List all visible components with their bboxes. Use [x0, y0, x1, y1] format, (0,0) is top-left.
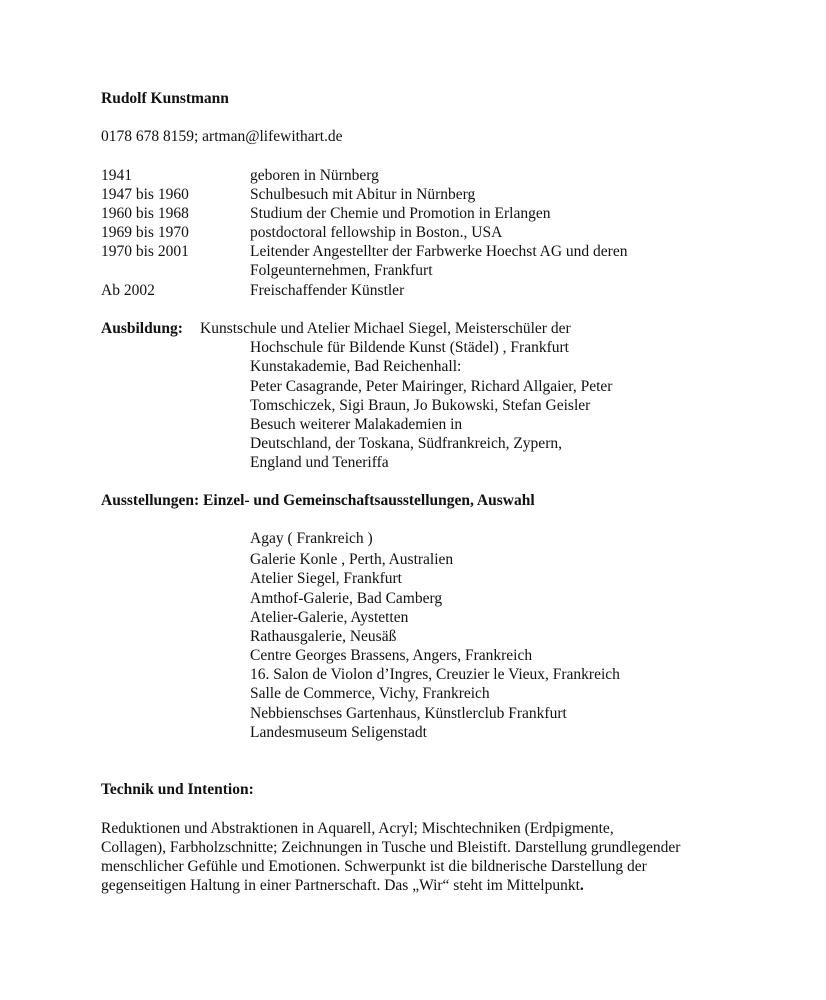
exhibition-item: Agay ( Frankreich )	[250, 530, 373, 547]
timeline-text: Folgeunternehmen, Frankfurt	[250, 262, 433, 279]
person-name: Rudolf Kunstmann	[101, 90, 229, 107]
exhibition-item: Amthof-Galerie, Bad Camberg	[250, 590, 443, 607]
timeline-year: 1960 bis 1968	[101, 205, 189, 222]
technik-heading: Technik und Intention:	[101, 781, 254, 798]
ausbildung-label: Ausbildung:	[101, 320, 183, 337]
technik-text-last	[101, 876, 584, 895]
technik-text: gegenseitigen Haltung in einer Partnerschaft. Das „Wir“ steht im Mittelpunkt	[101, 877, 580, 894]
ausbildung-text: Tomschiczek, Sigi Braun, Jo Bukowski, Stefan Geisler	[250, 397, 591, 414]
ausbildung-text: Peter Casagrande, Peter Mairinger, Richard Allgaier, Peter	[250, 378, 613, 395]
technik-final-dot: .	[579, 877, 584, 894]
ausstellungen-heading: Ausstellungen: Einzel- und Gemeinschaftsausstellungen, Auswahl	[101, 492, 535, 509]
technik-text: menschlicher Gefühle und Emotionen. Schwerpunkt ist die bildnerische Darstellung der	[101, 858, 647, 875]
timeline-year: 1941	[101, 167, 132, 184]
timeline-year: 1947 bis 1960	[101, 186, 189, 203]
ausbildung-text: Besuch weiterer Malakademien in	[250, 416, 463, 433]
technik-text: Reduktionen und Abstraktionen in Aquarell, Acryl; Mischtechniken (Erdpigmente,	[101, 820, 614, 837]
exhibition-item: Nebbienschses Gartenhaus, Künstlerclub Frankfurt	[250, 705, 567, 722]
ausbildung-text: Kunstschule und Atelier Michael Siegel, Meisterschüler der	[200, 320, 571, 337]
exhibition-item: Salle de Commerce, Vichy, Frankreich	[250, 685, 490, 702]
exhibition-item: Atelier-Galerie, Aystetten	[250, 609, 409, 626]
exhibition-item: Galerie Konle , Perth, Australien	[250, 551, 454, 568]
exhibition-item: 16. Salon de Violon d’Ingres, Creuzier le Vieux, Frankreich	[250, 666, 620, 683]
timeline-text: Freischaffender Künstler	[250, 282, 405, 299]
exhibition-item: Landesmuseum Seligenstadt	[250, 724, 427, 741]
ausbildung-text: Hochschule für Bildende Kunst (Städel) , Frankfurt	[250, 339, 569, 356]
exhibition-item: Centre Georges Brassens, Angers, Frankreich	[250, 647, 533, 664]
technik-text: Collagen), Farbholzschnitte; Zeichnungen in Tusche und Bleistift. Darstellung grundlegender	[101, 839, 681, 856]
exhibition-item: Atelier Siegel, Frankfurt	[250, 570, 402, 587]
ausbildung-text: England und Teneriffa	[250, 454, 389, 471]
ausbildung-text: Kunstakademie, Bad Reichenhall:	[250, 358, 462, 375]
timeline-year: 1969 bis 1970	[101, 224, 189, 241]
timeline-text: postdoctoral fellowship in Boston., USA	[250, 224, 503, 241]
timeline-text: Leitender Angestellter der Farbwerke Hoechst AG und deren	[250, 243, 628, 260]
timeline-text: Schulbesuch mit Abitur in Nürnberg	[250, 186, 476, 203]
timeline-text: Studium der Chemie und Promotion in Erlangen	[250, 205, 551, 222]
contact-line: 0178 678 8159; artman@lifewithart.de	[101, 128, 343, 145]
exhibition-item: Rathausgalerie, Neusäß	[250, 628, 397, 645]
timeline-text: geboren in Nürnberg	[250, 167, 379, 184]
timeline-year: 1970 bis 2001	[101, 243, 189, 260]
timeline-year: Ab 2002	[101, 282, 155, 299]
ausbildung-text: Deutschland, der Toskana, Südfrankreich, Zypern,	[250, 435, 562, 452]
